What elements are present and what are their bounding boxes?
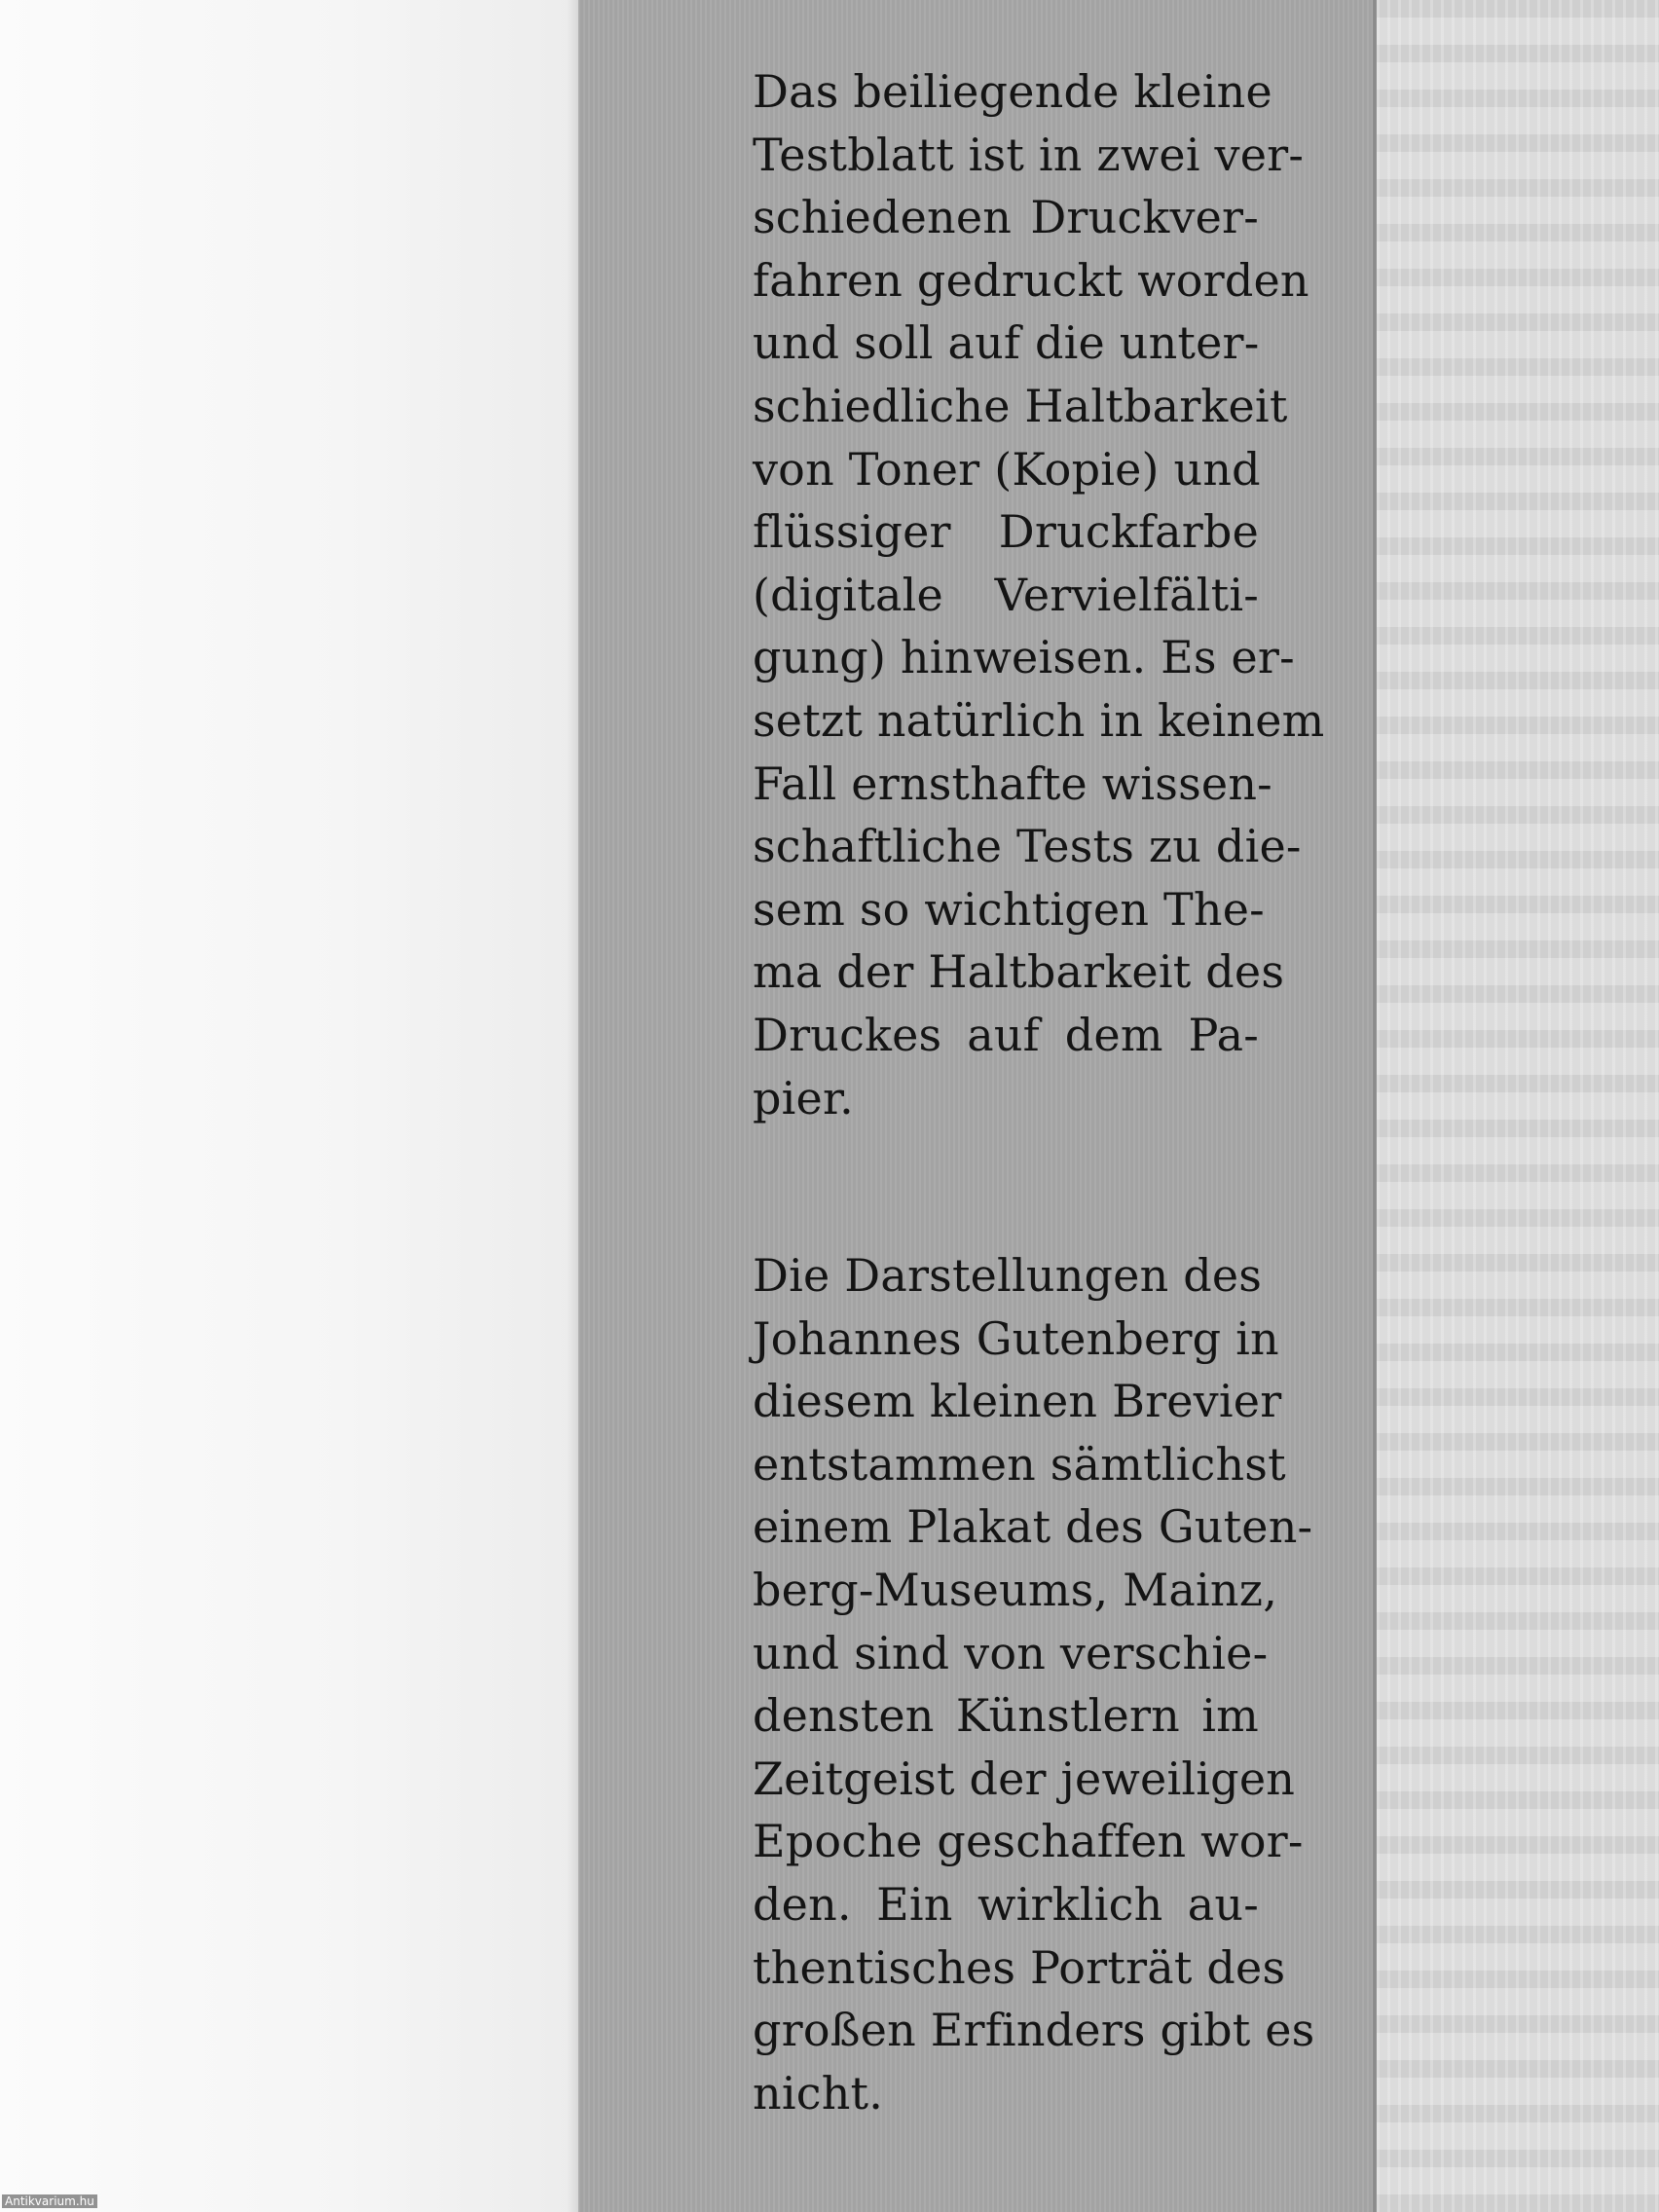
text-line: großen Erfinders gibt es (753, 2004, 1315, 2057)
printed-text-block (753, 60, 1325, 2124)
text-line: Epoche geschaffen wor- (753, 1815, 1304, 1868)
text-line: Die Darstellungen des (753, 1249, 1263, 1303)
text-line: densten Künstlern im (753, 1689, 1259, 1743)
text-line: setzt natürlich in keinem (753, 693, 1325, 747)
text-line: einem Plakat des Guten- (753, 1500, 1313, 1554)
text-line: berg-Museums, Mainz, (753, 1564, 1278, 1617)
white-page (0, 0, 578, 2212)
wooden-surface (1377, 0, 1659, 2212)
text-line: nicht. (753, 2066, 884, 2120)
text-line: schiedenen Druckver- (753, 191, 1259, 244)
text-line: Testblatt ist in zwei ver- (753, 128, 1305, 181)
text-line: und sind von verschie- (753, 1626, 1269, 1679)
watermark: Antikvarium.hu (2, 2194, 97, 2208)
text-line: entstammen sämtlichst (753, 1437, 1286, 1491)
text-line: schaftliche Tests zu die- (753, 820, 1302, 873)
text-line: von Toner (Kopie) und (753, 442, 1261, 496)
text-line: und soll auf die unter- (753, 316, 1260, 370)
text-line: Fall ernsthafte wissen- (753, 756, 1272, 810)
paragraph-2 (753, 1244, 1315, 2124)
text-line: schiedliche Haltbarkeit (753, 379, 1288, 432)
text-line: Druckes auf dem Pa- (753, 1008, 1259, 1061)
text-line: Das beiliegende kleine (753, 65, 1272, 118)
text-line: flüssiger Druckfarbe (753, 505, 1259, 559)
text-line: ma der Haltbarkeit des (753, 945, 1285, 999)
paragraph-gap (753, 1129, 1259, 1244)
text-line: pier. (753, 1071, 854, 1124)
paragraph-1 (753, 60, 1325, 1129)
text-line: gung) hinweisen. Es er- (753, 631, 1295, 684)
text-line: sem so wichtigen The- (753, 882, 1265, 936)
text-line: fahren gedruckt worden (753, 253, 1309, 307)
text-line: den. Ein wirklich au- (753, 1878, 1259, 1932)
text-line: (digitale Vervielfälti- (753, 568, 1259, 621)
text-line: Johannes Gutenberg in (753, 1311, 1279, 1365)
text-line: diesem kleinen Brevier (753, 1375, 1282, 1428)
text-line: Zeitgeist der jeweiligen (753, 1751, 1296, 1805)
text-line: thentisches Porträt des (753, 1940, 1286, 1994)
